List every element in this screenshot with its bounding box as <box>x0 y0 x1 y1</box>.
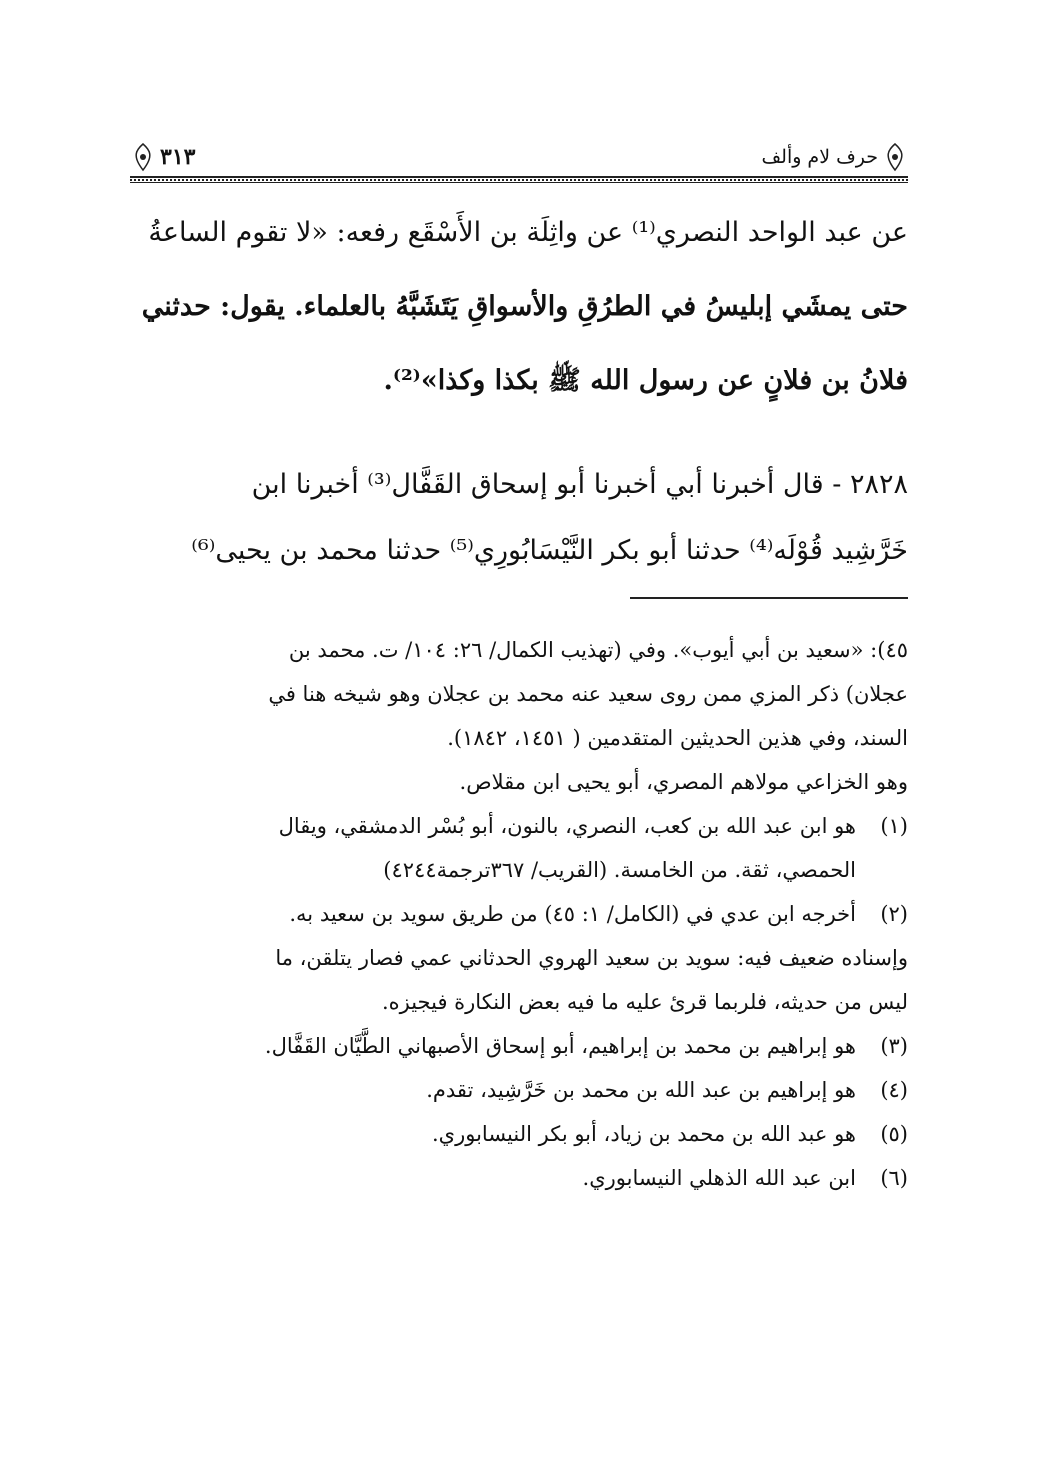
footnote-text: هو إبراهيم بن محمد بن إبراهيم، أبو إسحاق الأصبهاني الطَّيَّان القَفَّال. <box>264 1034 856 1058</box>
main-line: حتى يمشَي إبليسُ في الطرُقِ والأسواقِ يَتَشَبَّهُ بالعلماء. يقول: حدثني <box>141 291 908 322</box>
footnote-continuation-line: ٤٥): «سعيد بن أبي أيوب». وفي (تهذيب الكمال/ ٢٦: ١٠٤/ ت. محمد بن <box>288 638 908 662</box>
footnote-text: الحمصي، ثقة. من الخامسة. (القريب/ ٣٦٧ترجمة٤٢٤٤) <box>383 858 856 882</box>
footnote-6 <box>130 1156 908 1200</box>
footnotes <box>130 628 908 1200</box>
footnote-5 <box>130 1112 908 1156</box>
footnote-number: (٤) <box>880 1078 908 1102</box>
footnote-text: هو ابن عبد الله بن كعب، النصري، بالنون، أبو بُسْر الدمشقي، ويقال <box>278 814 856 838</box>
footnote-4 <box>130 1068 908 1112</box>
main-line: فلانُ بن فلانٍ عن رسول الله ﷺ بكذا وكذا»⁽²⁾. <box>383 365 908 396</box>
footnote-text: أخرجه ابن عدي في (الكامل/ ١: ٤٥) من طريق سويد بن سعيد به. <box>289 902 856 926</box>
main-line: ٢٨٢٨ - قال أخبرنا أبي أخبرنا أبو إسحاق القَفَّال⁽³⁾ أخبرنا ابن <box>251 469 908 500</box>
footnote-number: (٢) <box>880 902 908 926</box>
footnote-text: هو عبد الله بن محمد بن زياد، أبو بكر النيسابوري. <box>431 1122 856 1146</box>
main-text <box>130 196 908 418</box>
footnote-2 <box>130 892 908 936</box>
footnote-continuation-line: عجلان) ذكر المزي ممن روى سعيد عنه محمد بن عجلان وهو شيخه هنا في <box>268 682 908 706</box>
main-line: عن عبد الواحد النصري⁽¹⁾ عن واثِلَة بن الأَسْقَع رفعه: «لا تقوم الساعةُ <box>148 217 908 248</box>
footnote-number: (٥) <box>880 1122 908 1146</box>
footnote-text: ليس من حديثه، فلربما قرئ عليه ما فيه بعض النكارة فيجيزه. <box>381 990 908 1014</box>
hadith-paragraph <box>130 452 908 584</box>
footnote-text: وإسناده ضعيف فيه: سويد بن سعيد الهروي الحدثاني عمي فصار يتلقن، ما <box>275 946 908 970</box>
header-rule <box>130 176 908 183</box>
footnote-continuation-line: وهو الخزاعي مولاهم المصري، أبو يحيى ابن مقلاص. <box>459 770 908 794</box>
main-line: خَرَّشِيد قُوْلَه⁽⁴⁾ حدثنا أبو بكر النَّيْسَابُورِي⁽⁵⁾ حدثنا محمد بن يحيى⁽⁶⁾ <box>191 535 908 566</box>
footnote-text: ابن عبد الله الذهلي النيسابوري. <box>582 1166 856 1190</box>
footnote-separator <box>630 597 908 599</box>
footnote-text: هو إبراهيم بن عبد الله بن محمد بن خَرَّشِيد، تقدم. <box>426 1078 856 1102</box>
footnote-number: (٣) <box>880 1034 908 1058</box>
floral-ornament-icon <box>130 142 156 172</box>
footnote-1 <box>130 804 908 848</box>
floral-ornament-icon <box>882 142 908 172</box>
footnote-continuation-line: السند، وفي هذين الحديثين المتقدمين ( ١٤٥١، ١٨٤٢). <box>447 726 908 750</box>
running-title: حرف لام وألف <box>761 146 878 168</box>
page-header <box>130 142 908 178</box>
footnote-number: (٦) <box>880 1166 908 1190</box>
footnote-3 <box>130 1024 908 1068</box>
page-number: ٣١٣ <box>160 144 196 170</box>
footnote-number: (١) <box>880 814 908 838</box>
